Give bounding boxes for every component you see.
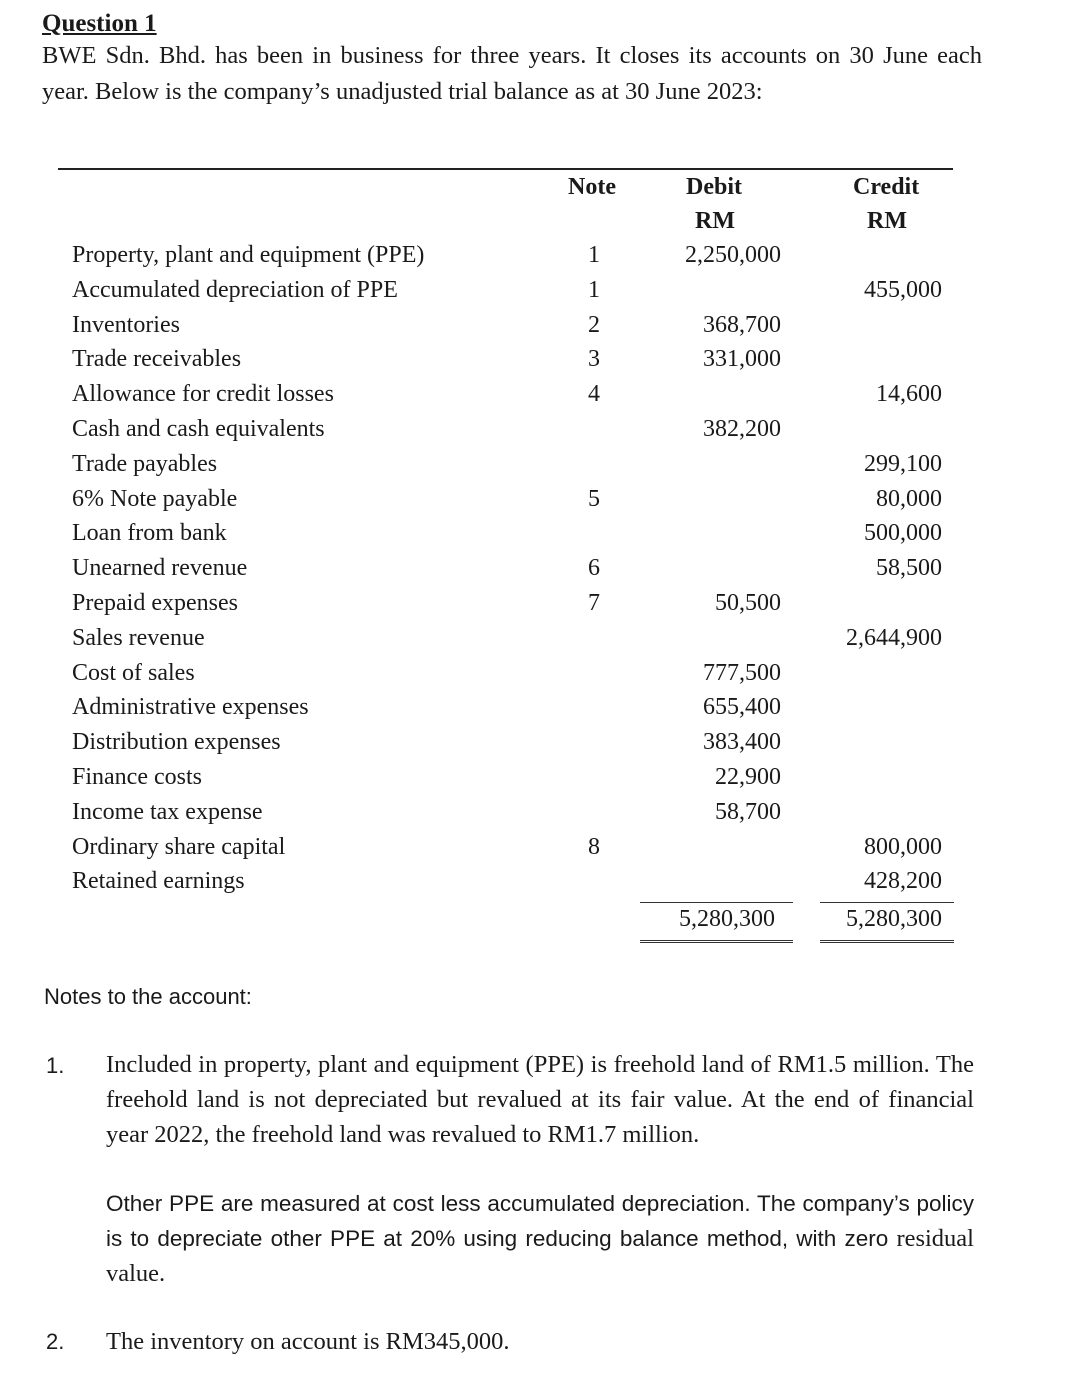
question-title: Question 1 (42, 10, 157, 37)
credit-cell: 800,000 (864, 833, 942, 860)
note-1-number: 1. (46, 1053, 65, 1078)
debit-column-header: Debit (686, 174, 742, 200)
debit-cell: 22,900 (715, 764, 781, 790)
account-cell: Unearned revenue (72, 555, 248, 582)
account-cell: Sales revenue (72, 624, 205, 651)
table-row (0, 868, 1080, 903)
credit-cell: 2,644,900 (846, 624, 942, 651)
account-cell: Accumulated depreciation of PPE (72, 276, 398, 303)
credit-total: 5,280,300 (846, 906, 942, 932)
table-row (0, 729, 1080, 764)
account-cell: Trade payables (72, 450, 218, 477)
note-cell: 7 (588, 590, 600, 616)
intro-paragraph: BWE Sdn. Bhd. has been in business for three years. It closes its accounts on 30 June each year. Below is the company’s unadjusted trial balance as at 30 June 2023: (42, 42, 982, 105)
debit-total: 5,280,300 (679, 906, 775, 932)
note-cell: 4 (588, 381, 600, 408)
credit-cell: 455,000 (864, 276, 942, 303)
note-cell: 8 (588, 833, 600, 860)
credit-total-double-rule (820, 940, 954, 945)
account-cell: 6% Note payable (72, 485, 238, 512)
note-1-paragraph-2-tail: residual value. (106, 1225, 974, 1287)
debit-cell: 368,700 (703, 311, 781, 338)
note-cell: 5 (588, 485, 600, 512)
credit-cell: 299,100 (864, 450, 942, 477)
debit-cell: 777,500 (703, 659, 781, 686)
credit-cell: 80,000 (876, 485, 942, 512)
account-cell: Ordinary share capital (72, 833, 286, 860)
note-1-paragraph-2-main: Other PPE are measured at cost less accumulated depreciation. The company’s policy is to depreciate other PPE at 20% using reducing balance method, with zero (106, 1191, 974, 1251)
debit-cell: 58,700 (715, 798, 781, 825)
credit-cell: 58,500 (876, 555, 942, 582)
table-row (0, 555, 1080, 590)
debit-total-double-rule (640, 940, 793, 945)
debit-unit-header: RM (695, 208, 735, 234)
account-cell: Allowance for credit losses (72, 381, 334, 408)
credit-unit-header: RM (867, 208, 907, 234)
table-row (0, 520, 1080, 555)
account-cell: Cost of sales (72, 659, 195, 686)
table-row (0, 694, 1080, 729)
note-2-number: 2. (46, 1329, 65, 1354)
account-cell: Trade receivables (72, 346, 242, 373)
table-row (0, 764, 1080, 799)
table-row (0, 416, 1080, 451)
account-cell: Prepaid expenses (72, 590, 238, 616)
note-1-paragraph-1: Included in property, plant and equipment (PPE) is freehold land of RM1.5 million. The freehold land is not depreciated but revalued at its fair value. At the end of financial year 2022, the freehold land was revalued to RM1.7 million. (106, 1051, 974, 1148)
note-cell: 6 (588, 555, 600, 582)
table-row (0, 381, 1080, 416)
account-cell: Administrative expenses (72, 694, 309, 721)
table-row (0, 242, 1080, 277)
table-top-rule (58, 168, 953, 170)
account-cell: Inventories (72, 311, 180, 338)
account-cell: Retained earnings (72, 868, 245, 895)
table-row (0, 346, 1080, 381)
credit-cell: 14,600 (876, 381, 942, 408)
note-column-header: Note (568, 174, 616, 200)
note-cell: 2 (588, 311, 600, 338)
table-row (0, 799, 1080, 834)
note-2-paragraph: The inventory on account is RM345,000. (106, 1328, 510, 1355)
note-cell: 1 (588, 276, 600, 303)
credit-cell: 500,000 (864, 520, 942, 547)
note-1-paragraph-2 (106, 1186, 974, 1291)
debit-cell: 383,400 (703, 729, 781, 756)
table-row (0, 277, 1080, 312)
account-cell: Property, plant and equipment (PPE) (72, 242, 425, 268)
credit-cell: 428,200 (864, 868, 942, 895)
debit-cell: 331,000 (703, 346, 781, 373)
account-cell: Finance costs (72, 764, 202, 790)
notes-heading: Notes to the account: (44, 984, 252, 1009)
table-row (0, 590, 1080, 625)
debit-cell: 382,200 (703, 416, 781, 442)
account-cell: Cash and cash equivalents (72, 416, 325, 442)
table-row (0, 486, 1080, 521)
debit-subtotal-rule (640, 902, 793, 903)
debit-cell: 50,500 (715, 590, 781, 616)
account-cell: Distribution expenses (72, 729, 281, 756)
debit-cell: 655,400 (703, 694, 781, 721)
credit-subtotal-rule (820, 902, 954, 903)
table-row (0, 451, 1080, 486)
table-row (0, 312, 1080, 347)
note-cell: 3 (588, 346, 600, 373)
table-row (0, 834, 1080, 869)
note-cell: 1 (588, 242, 600, 268)
account-cell: Loan from bank (72, 520, 227, 547)
account-cell: Income tax expense (72, 798, 263, 825)
table-row (0, 625, 1080, 660)
table-row (0, 660, 1080, 695)
debit-cell: 2,250,000 (685, 242, 781, 268)
credit-column-header: Credit (853, 174, 920, 200)
